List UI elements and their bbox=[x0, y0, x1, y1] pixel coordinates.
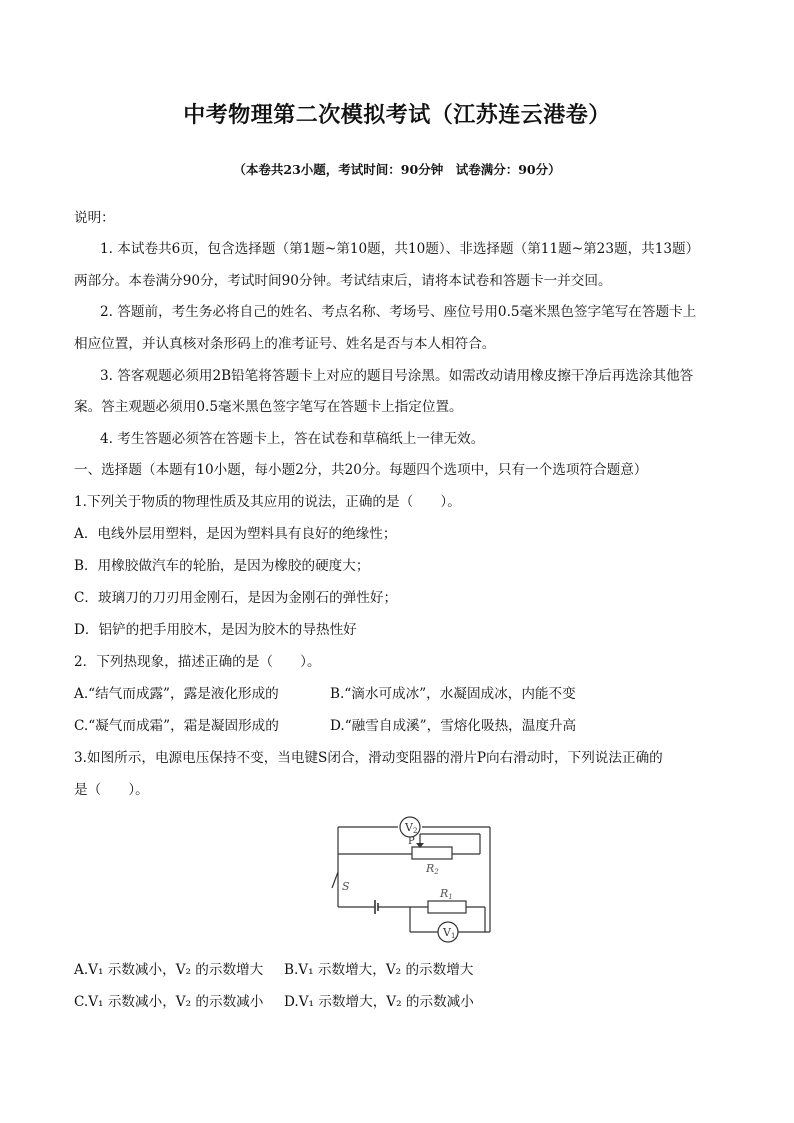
question-2-option-c: C.“凝气而成霜”，霜是凝固形成的 bbox=[74, 718, 279, 734]
question-1-option-c: C．玻璃刀的刀刃用金刚石，是因为金刚石的弹性好； bbox=[74, 590, 398, 606]
question-3-stem-line-2: 是（ ）。 bbox=[74, 782, 149, 798]
p-label: P bbox=[408, 836, 415, 847]
instruction-3-line-2: 案。答主观题必须用0.5毫米黑色签字笔写在答题卡上指定位置。 bbox=[74, 399, 463, 415]
question-2-option-row-1 bbox=[74, 685, 576, 703]
instruction-1-line-1: 1. 本试卷共6页，包含选择题（第1题~第10题，共10题）、非选择题（第11题~第23题，共13题） bbox=[100, 241, 700, 257]
question-3-option-row-2 bbox=[74, 993, 474, 1011]
instruction-3-line-1: 3. 答客观题必须用2B铅笔将答题卡上对应的题目号涂黑。如需改动请用橡皮擦干净后再选涂其他答 bbox=[100, 368, 694, 384]
section-1-heading: 一、选择题（本题有10小题，每小题2分，共20分。每题四个选项中，只有一个选项符合题意） bbox=[74, 462, 648, 478]
question-2-stem: 2．下列热现象，描述正确的是（ ）。 bbox=[74, 654, 321, 670]
question-1-stem: 1.下列关于物质的物理性质及其应用的说法，正确的是（ ）。 bbox=[74, 494, 461, 510]
question-3-option-row-1 bbox=[74, 961, 473, 979]
r2-resistor bbox=[412, 847, 452, 859]
s-label: S bbox=[342, 880, 350, 893]
question-1-option-d: D．铝铲的把手用胶木，是因为胶木的导热性好 bbox=[74, 622, 357, 638]
instruction-4: 4. 考生答题必须答在答题卡上，答在试卷和草稿纸上一律无效。 bbox=[100, 431, 485, 447]
question-3-stem-line-1: 3.如图所示，电源电压保持不变，当电键S闭合，滑动变阻器的滑片P向右滑动时，下列说法正确的 bbox=[74, 750, 663, 766]
question-2-option-d: D.“融雪自成溪”，雪熔化吸热，温度升高 bbox=[330, 718, 577, 734]
v1-label: V1 bbox=[443, 926, 456, 940]
question-3-option-d: D.V₁ 示数增大，V₂ 的示数减小 bbox=[284, 994, 474, 1010]
question-2-option-a: A.“结气而成露”，露是液化形成的 bbox=[74, 686, 279, 702]
instructions-heading: 说明： bbox=[74, 210, 115, 226]
r1-resistor bbox=[428, 901, 466, 913]
r1-label: R1 bbox=[440, 887, 453, 901]
question-1-option-a: A．电线外层用塑料，是因为塑料具有良好的绝缘性； bbox=[74, 526, 397, 542]
question-1-option-b: B．用橡胶做汽车的轮胎，是因为橡胶的硬度大； bbox=[74, 558, 370, 574]
page-title: 中考物理第二次模拟考试（江苏连云港卷） bbox=[183, 103, 611, 128]
question-3-option-c: C.V₁ 示数减小，V₂ 的示数减小 bbox=[74, 994, 264, 1010]
instruction-2-line-1: 2. 答题前，考生务必将自己的姓名、考点名称、考场号、座位号用0.5毫米黑色签字笔写在答题卡上 bbox=[100, 304, 697, 320]
question-3-option-a: A.V₁ 示数减小，V₂ 的示数增大 bbox=[74, 962, 264, 978]
question-2-option-b: B.“滴水可成冰”，水凝固成冰，内能不变 bbox=[330, 686, 576, 702]
exam-subtitle: （本卷共23小题，考试时间：90分钟 试卷满分：90分） bbox=[233, 162, 561, 177]
question-2-option-row-2 bbox=[74, 717, 576, 735]
switch-s bbox=[332, 872, 338, 888]
v2-label: V2 bbox=[405, 821, 418, 835]
instruction-1-line-2: 两部分。本卷满分90分，考试时间90分钟。考试结束后，请将本试卷和答题卡一并交回。 bbox=[74, 273, 612, 289]
circuit-diagram bbox=[320, 812, 500, 952]
instruction-2-line-2: 相应位置，并认真核对条形码上的准考证号、姓名是否与本人相符合。 bbox=[74, 336, 496, 352]
question-3-option-b: B.V₁ 示数增大，V₂ 的示数增大 bbox=[284, 962, 474, 978]
r2-label: R2 bbox=[426, 862, 439, 876]
